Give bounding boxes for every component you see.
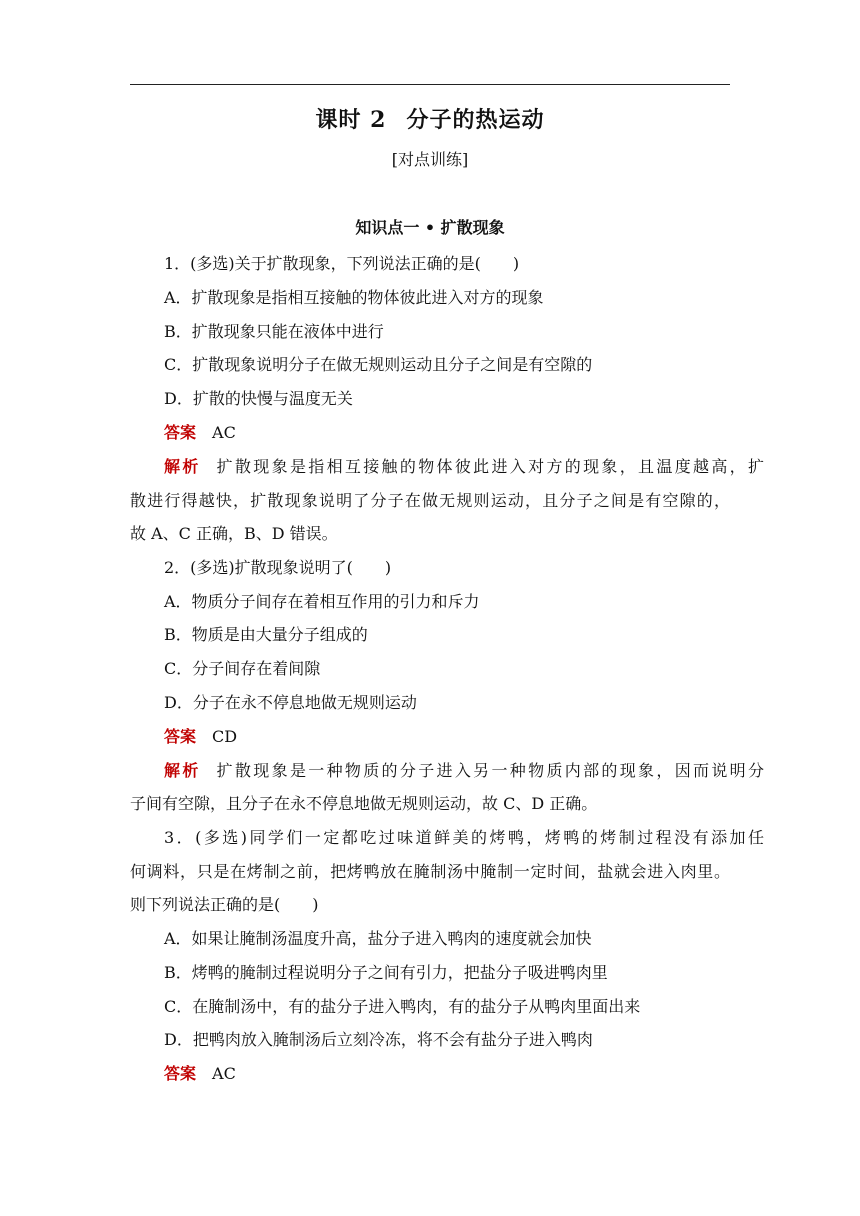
q1-answer-value: AC	[212, 423, 236, 442]
q2-answer	[130, 725, 764, 749]
q2-answer-value: CD	[212, 727, 238, 746]
page-title	[130, 104, 730, 136]
q1-option-a: A．扩散现象是指相互接触的物体彼此进入对方的现象	[164, 288, 544, 307]
q3-stem-line3: 则下列说法正确的是( )	[130, 895, 319, 914]
q1-option-c: C．扩散现象说明分子在做无规则运动且分子之间是有空隙的	[164, 355, 593, 374]
q2-stem: 2．(多选)扩散现象说明了( )	[164, 558, 392, 577]
q1-option-d: D．扩散的快慢与温度无关	[164, 389, 353, 408]
q1-analysis-line2: 散进行得越快，扩散现象说明了分子在做无规则运动，且分子之间是有空隙的，	[130, 491, 730, 510]
section-title: 知识点一 • 扩散现象	[355, 218, 505, 237]
q3-option-c: C．在腌制汤中，有的盐分子进入鸭肉，有的盐分子从鸭肉里面出来	[164, 997, 641, 1016]
q3-stem-line1: 3．(多选)同学们一定都吃过味道鲜美的烤鸭，烤鸭的烤制过程没有添加任	[164, 828, 764, 847]
q2-option-c: C．分子间存在着间隙	[164, 659, 321, 678]
q2-analysis-line2: 子间有空隙，且分子在永不停息地做无规则运动，故 C、D 正确。	[130, 794, 598, 813]
q1-analysis-label: 解析	[164, 457, 201, 476]
q2-option-d: D．分子在永不停息地做无规则运动	[164, 693, 417, 712]
page-subtitle: [对点训练]	[391, 150, 469, 169]
q1-analysis-text1: 扩散现象是指相互接触的物体彼此进入对方的现象，且温度越高，扩	[216, 457, 764, 476]
q1-answer-label: 答案	[164, 423, 197, 442]
q2-answer-label: 答案	[164, 727, 197, 746]
q2-option-a: A．物质分子间存在着相互作用的引力和斥力	[164, 592, 480, 611]
q2-analysis-label: 解析	[164, 761, 201, 780]
top-rule	[130, 84, 730, 85]
q2-analysis-line1	[130, 759, 764, 783]
lesson-name: 分子的热运动	[406, 107, 545, 133]
q1-stem: 1．(多选)关于扩散现象，下列说法正确的是( )	[164, 254, 520, 273]
q3-answer	[130, 1062, 764, 1086]
q1-analysis-line3: 故 A、C 正确，B、D 错误。	[130, 524, 338, 543]
lesson-number: 课时 2	[315, 107, 387, 133]
q1-option-b: B．扩散现象只能在液体中进行	[164, 322, 384, 341]
q3-answer-value: AC	[212, 1064, 236, 1083]
q3-option-a: A．如果让腌制汤温度升高，盐分子进入鸭肉的速度就会加快	[164, 929, 592, 948]
q1-analysis-line1	[130, 455, 764, 479]
q2-analysis-text1: 扩散现象是一种物质的分子进入另一种物质内部的现象，因而说明分	[216, 761, 764, 780]
q3-option-d: D．把鸭肉放入腌制汤后立刻冷冻，将不会有盐分子进入鸭肉	[164, 1030, 593, 1049]
q1-answer	[130, 421, 764, 445]
q3-answer-label: 答案	[164, 1064, 197, 1083]
q3-option-b: B．烤鸭的腌制过程说明分子之间有引力，把盐分子吸进鸭肉里	[164, 963, 608, 982]
q3-stem-line2: 何调料，只是在烤制之前，把烤鸭放在腌制汤中腌制一定时间，盐就会进入肉里。	[130, 862, 730, 881]
q2-option-b: B．物质是由大量分子组成的	[164, 625, 368, 644]
